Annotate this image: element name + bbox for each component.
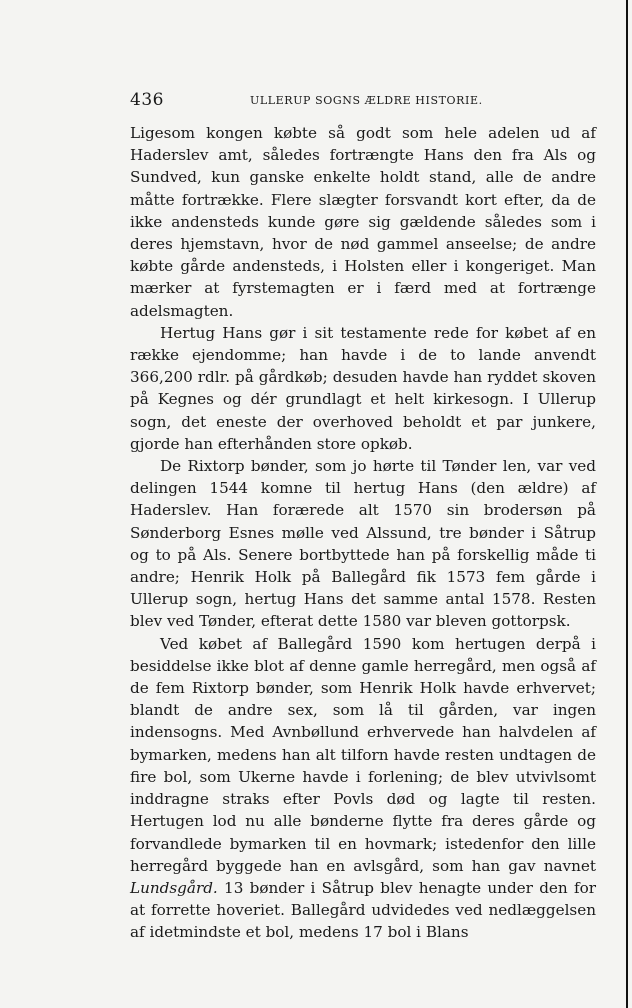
paragraph-4 xyxy=(130,633,596,944)
paragraph-2: Hertug Hans gør i sit testamente rede for købet af en række ejendomme; han havde i de to lande anvendt 366,200 rdlr. på gårdkøb; desuden havde han ryddet skoven på Kegnes og dér grundlagt et helt kirkesogn. I Ullerup sogn, det eneste der overhoved beholdt et par junkere, gjorde han efterhånden store opkøb. xyxy=(130,323,596,453)
paragraph-1: Ligesom kongen købte så godt som hele adelen ud af Haderslev amt, således fortrængte Hans den fra Als og Sundved, kun ganske enkelte holdt stand, alle de andre måtte fortrække. Flere slægter forsvandt kort efter, da de ikke andensteds kunde gøre sig gældende således som i deres hjemstavn, hvor de nød gammel anseelse; de andre købte gårde andensteds, i Holsten eller i kongeriget. Man mærker at fyrstemagten er i færd med at fortrænge adelsmagten. xyxy=(130,124,596,320)
paragraph-4-before: Ved købet af Ballegård 1590 kom hertugen derpå i besiddelse ikke blot af denne gamle herregård, men også af de fem Rixtorp bønder, som Henrik Holk havde erhvervet; blandt de andre sex, som lå til gården, var ingen indensogns. Med Avnbøllund erhvervede han halvdelen af bymarken, medens han alt tilforn havde resten undtagen de fire bol, som Ukerne havde i forlening; de blev utvivlsomt inddragne straks efter Povls død og lagte til resten. Hertugen lod nu alle bønderne flytte fra deres gårde og forvandlede bymarken til en hovmark; istedenfor den lille herregård byggede han en avlsgård, som han gav navnet xyxy=(130,634,596,875)
paragraph-4-after: 13 bønder i Såtrup blev henagte under den for at forrette hoveriet. Ballegård udvidedes ved nedlæggelsen af idetmindste et bol, medens 17 bol i Blans xyxy=(130,878,596,942)
lundsgard-name: Lundsgård. xyxy=(130,878,218,897)
page-number: 436 xyxy=(130,90,164,110)
page-header xyxy=(130,90,596,116)
paragraph-3: De Rixtorp bønder, som jo hørte til Tønder len, var ved delingen 1544 komne til hertug Hans (den ældre) af Haderslev. Han forærede alt 1570 sin brodersøn på Sønderborg Esnes mølle ved Alssund, tre bønder i Såtrup og to på Als. Senere bortbyttede han på forskellig måde ti andre; Henrik Holk på Ballegård fik 1573 fem gårde i Ullerup sogn, hertug Hans det samme antal 1578. Resten blev ved Tønder, efterat dette 1580 var bleven gottorpsk. xyxy=(130,457,596,631)
page-edge xyxy=(626,0,628,1008)
body-text xyxy=(130,122,596,944)
running-title: ULLERUP SOGNS ÆLDRE HISTORIE. xyxy=(250,94,483,107)
